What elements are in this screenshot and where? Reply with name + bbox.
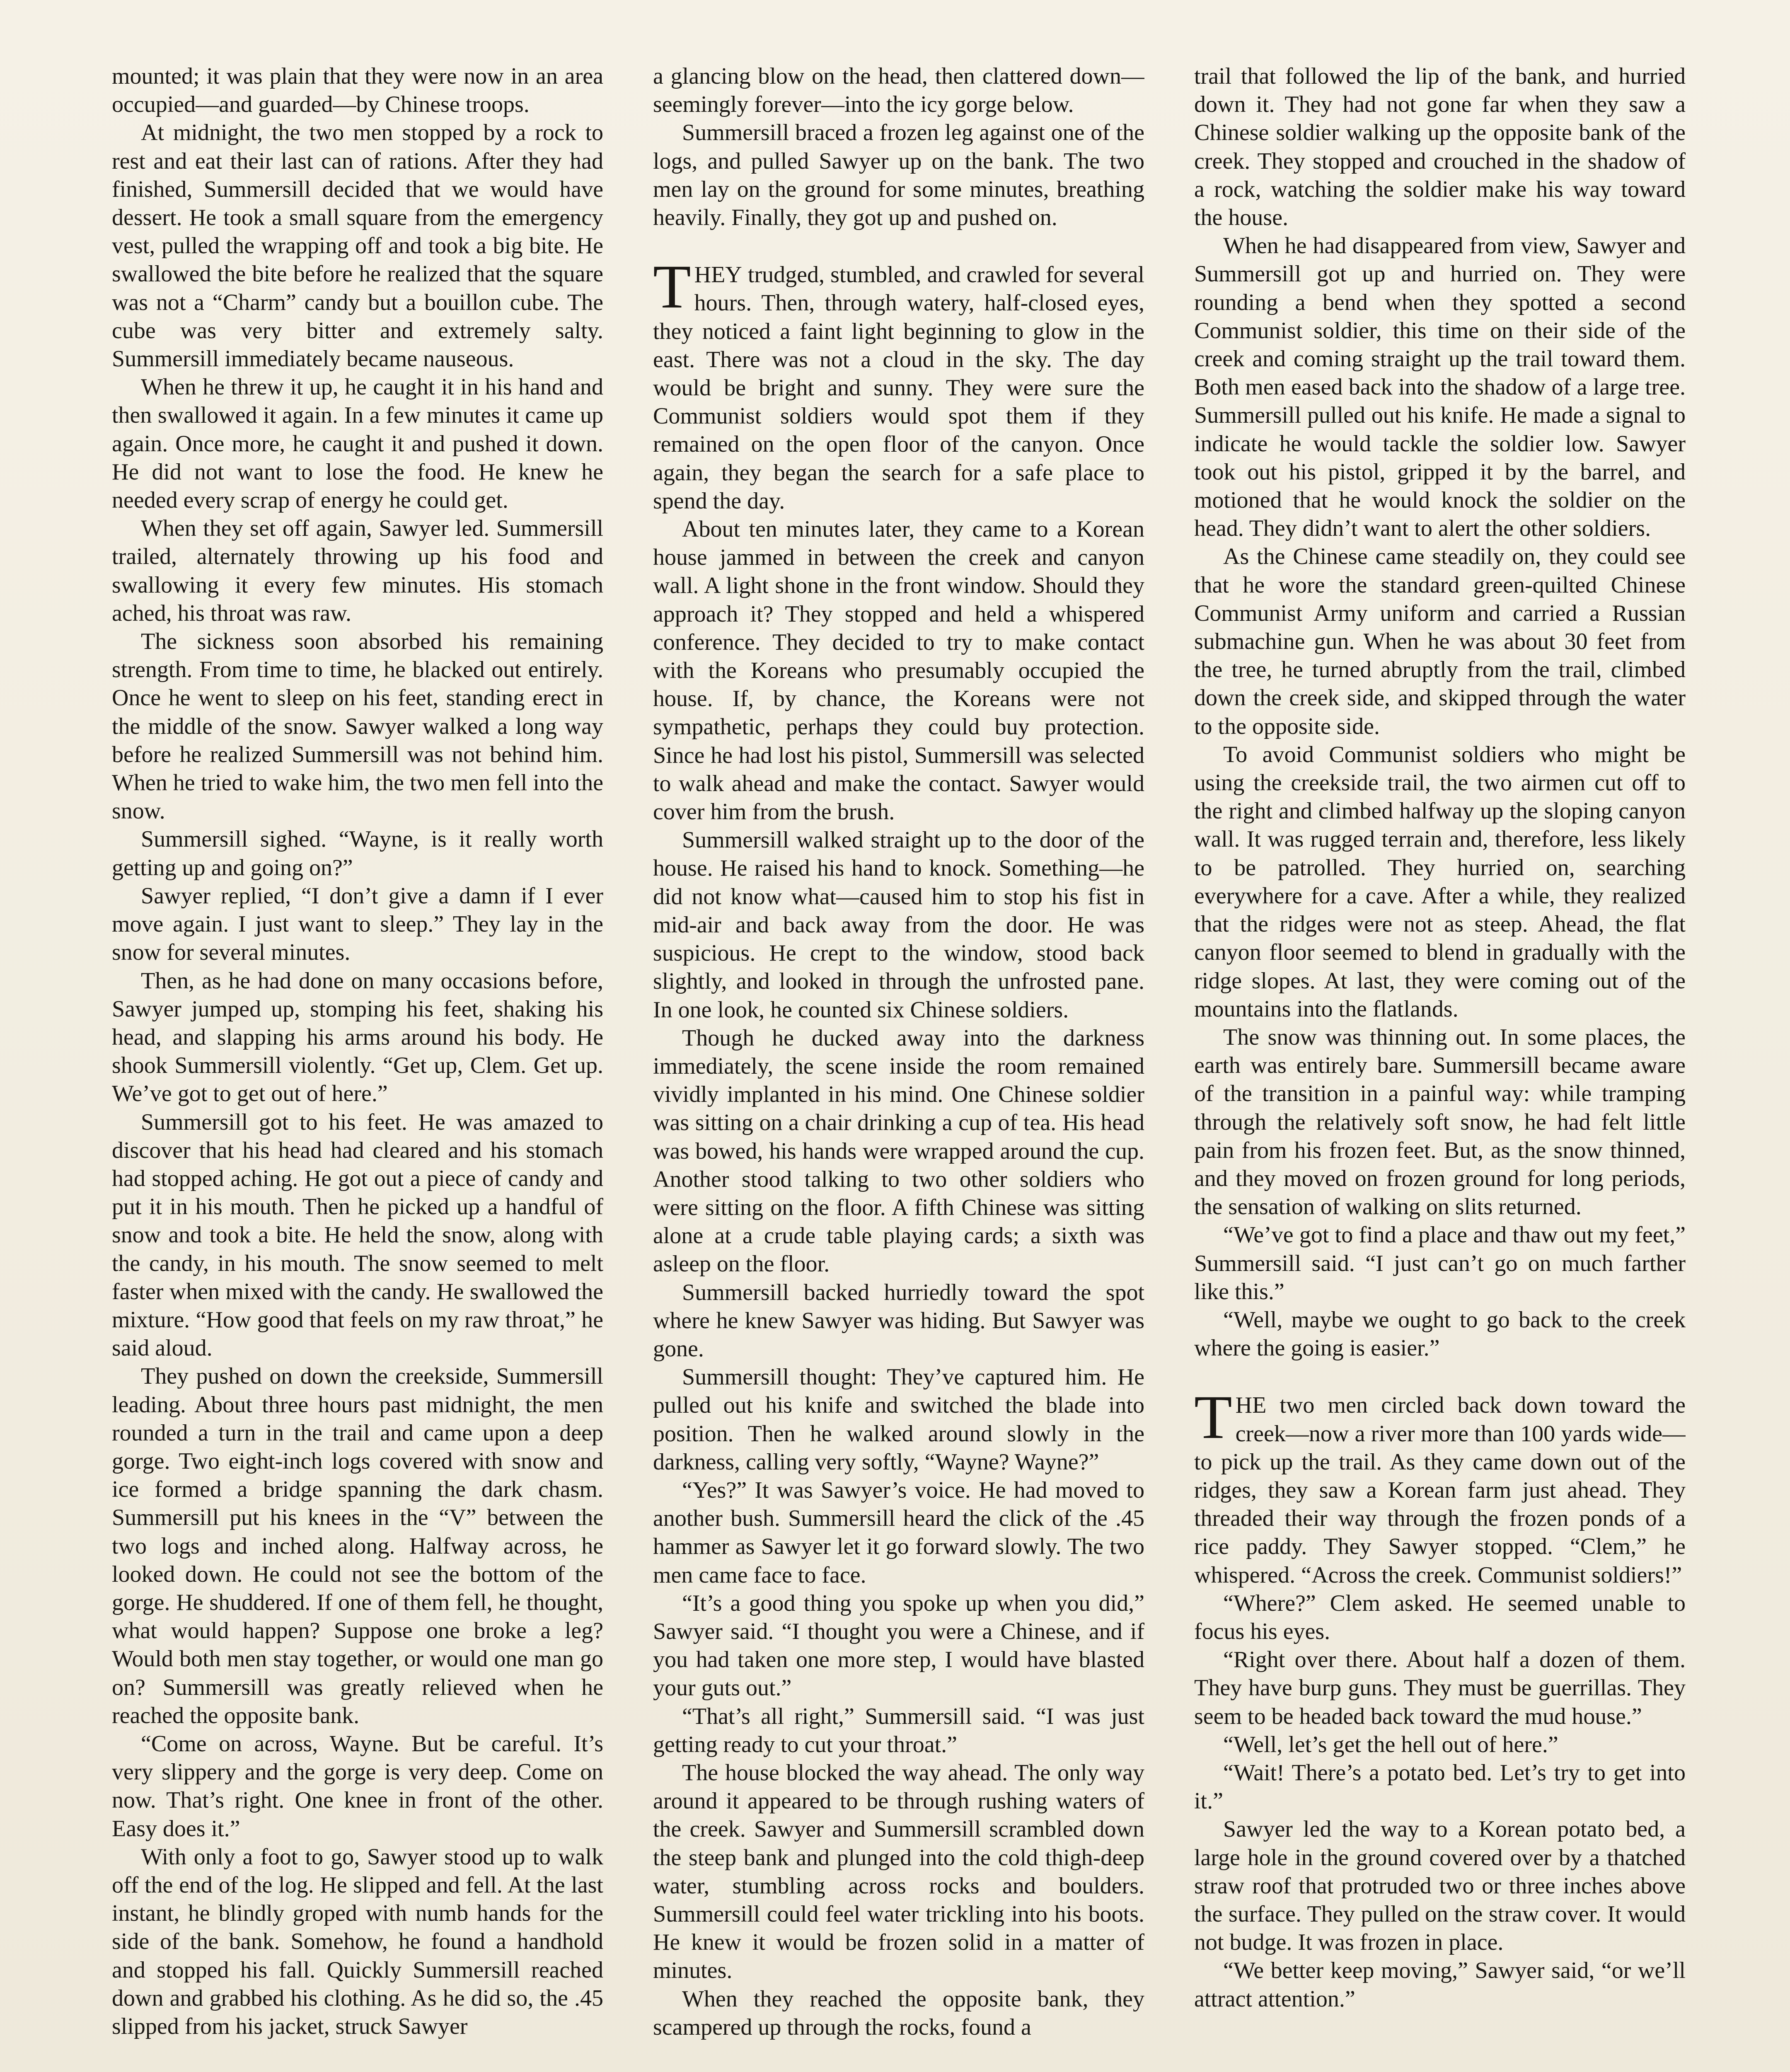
column-1 bbox=[112, 62, 603, 2072]
article-paragraph: Summersill thought: They’ve captured him. He pulled out his knife and switched the blade into position. Then he walked around slowly in the darkness, calling very softly, “Wayne? Wayne?” bbox=[653, 1364, 1144, 1475]
article-paragraph: “Well, maybe we ought to go back to the creek where the going is easier.” bbox=[1194, 1307, 1686, 1361]
column-2 bbox=[653, 62, 1144, 2072]
paragraph-text: two men circled back down toward the creek—now a river more than 100 yards wide—to pick up the trail. As they came down out of the ridges, they saw a Korean farm just ahead. They threaded their way through the frozen ponds of a rice paddy. They Sawyer stopped. “Clem,” he whispered. “Across the creek. Communist soldiers!” bbox=[1194, 1392, 1686, 1588]
article-paragraph: “Well, let’s get the hell out of here.” bbox=[1223, 1731, 1558, 1757]
article-paragraph: To avoid Communist soldiers who might be using the creekside trail, the two airmen cut off to the right and climbed halfway up the sloping canyon wall. It was rugged terrain and, therefore, less likely to be patrolled. They hurried on, searching everywhere for a cave. After a while, they realized that the ridges were not as steep. Ahead, the flat canyon floor seemed to blend in gradually with the ridge slopes. At last, they were coming out of the mountains into the flatlands. bbox=[1194, 741, 1686, 1022]
article-paragraph: Summersill got to his feet. He was amazed to discover that his head had cleared and his stomach had stopped aching. He got out a piece of candy and put it in his mouth. Then he picked up a handful of snow and took a bite. He held the snow, along with the candy, in his mouth. The snow seemed to melt faster when mixed with the candy. He swallowed the mixture. “How good that feels on my raw throat,” he said aloud. bbox=[112, 1109, 603, 1361]
article-paragraph: “We better keep moving,” Sawyer said, “or we’ll attract attention.” bbox=[1194, 1958, 1686, 2012]
article-paragraph: “Come on across, Wayne. But be careful. It’s very slippery and the gorge is very deep. Come on now. That’s right. One knee in front of the other. Easy does it.” bbox=[112, 1731, 603, 1842]
article-paragraph: As the Chinese came steadily on, they could see that he wore the standard green-quilted Chinese Communist Army uniform and carried a Russian submachine gun. When he was about 30 feet from the tree, he turned abruptly from the trail, climbed down the creek side, and skipped through the water to the opposite side. bbox=[1194, 544, 1686, 739]
article-paragraph: “We’ve got to find a place and thaw out my feet,” Summersill said. “I just can’t go on much farther like this.” bbox=[1194, 1222, 1686, 1305]
article-paragraph: a glancing blow on the head, then clattered down—seemingly forever—into the icy gorge below. bbox=[653, 63, 1144, 118]
article-paragraph: “It’s a good thing you spoke up when you did,” Sawyer said. “I thought you were a Chinese, and if you had taken one more step, I would have blasted your guts out.” bbox=[653, 1590, 1144, 1701]
column-3 bbox=[1194, 62, 1686, 2072]
article-paragraph bbox=[653, 252, 1144, 515]
drop-cap: T bbox=[1194, 1383, 1232, 1452]
text-columns bbox=[112, 62, 1686, 2072]
article-paragraph: Then, as he had done on many occasions before, Sawyer jumped up, stomping his feet, shaking his head, and slapping his arms around his body. He shook Summersill violently. “Get up, Clem. Get up. We’ve got to get out of here.” bbox=[112, 968, 603, 1107]
article-paragraph: mounted; it was plain that they were now in an area occupied—and guarded—by Chinese troops. bbox=[112, 63, 603, 118]
article-paragraph: Summersill backed hurriedly toward the spot where he knew Sawyer was hiding. But Sawyer was gone. bbox=[653, 1279, 1144, 1362]
article-paragraph: “Right over there. About half a dozen of them. They have burp guns. They must be guerrillas. They seem to be headed back toward the mud house.” bbox=[1194, 1647, 1686, 1729]
article-paragraph: Sawyer replied, “I don’t give a damn if I ever move again. I just want to sleep.” They lay in the snow for several minutes. bbox=[112, 883, 603, 966]
lead-in-smallcaps: HE bbox=[1235, 1392, 1267, 1418]
article-paragraph: When he had disappeared from view, Sawyer and Summersill got up and hurried on. They were rounding a bend when they spotted a second Communist soldier, this time on their side of the creek and coming straight up the trail toward them. Both men eased back into the shadow of a large tree. Summersill pulled out his knife. He made a signal to indicate he would tackle the soldier low. Sawyer took out his pistol, gripped it by the barrel, and motioned that he would knock the soldier on the head. They didn’t want to alert the other soldiers. bbox=[1194, 233, 1686, 542]
article-paragraph: Summersill braced a frozen leg against one of the logs, and pulled Sawyer up on the bank. The two men lay on the ground for some minutes, breathing heavily. Finally, they got up and pushed on. bbox=[653, 120, 1144, 231]
article-paragraph: When he threw it up, he caught it in his hand and then swallowed it again. In a few minutes it came up again. Once more, he caught it and pushed it down. He did not want to lose the food. He knew he needed every scrap of energy he could get. bbox=[112, 374, 603, 513]
article-paragraph: About ten minutes later, they came to a Korean house jammed in between the creek and canyon wall. A light shone in the front window. Should they approach it? They stopped and held a whispered conference. They decided to try to make contact with the Koreans who presumably occupied the house. If, by chance, the Koreans were not sympathetic, perhaps they could buy protection. Since he had lost his pistol, Summersill was selected to walk ahead and make the contact. Sawyer would cover him from the brush. bbox=[653, 516, 1144, 825]
article-paragraph: The snow was thinning out. In some places, the earth was entirely bare. Summersill became aware of the transition in a painful way: while tramping through the relatively soft snow, he had felt little pain from his frozen feet. But, as the snow thinned, and they moved on frozen ground for long periods, the sensation of walking on slits returned. bbox=[1194, 1024, 1686, 1220]
article-paragraph: When they set off again, Sawyer led. Summersill trailed, alternately throwing up his food and swallowing it every few minutes. His stomach ached, his throat was raw. bbox=[112, 516, 603, 626]
paragraph-text: trudged, stumbled, and crawled for several hours. Then, through watery, half-closed eyes, they noticed a faint light beginning to glow in the east. There was not a cloud in the sky. The day would be bright and sunny. They were sure the Communist soldiers would spot them if they remained on the open floor of the canyon. Once again, they began the search for a safe place to spend the day. bbox=[653, 262, 1144, 514]
article-paragraph: At midnight, the two men stopped by a rock to rest and eat their last can of rations. After they had finished, Summersill decided that we would have dessert. He took a small square from the emergency vest, pulled the wrapping off and took a big bite. He swallowed the bite before he realized that the square was not a “Charm” candy but a bouillon cube. The cube was very bitter and extremely salty. Summersill immediately became nauseous. bbox=[112, 120, 603, 372]
article-paragraph: With only a foot to go, Sawyer stood up to walk off the end of the log. He slipped and fell. At the last instant, he blindly groped with numb hands for the side of the bank. Somehow, he found a handhold and stopped his fall. Quickly Summersill reached down and grabbed his clothing. As he did so, the .45 slipped from his jacket, struck Sawyer bbox=[112, 1844, 603, 2040]
article-paragraph: “Yes?” It was Sawyer’s voice. He had moved to another bush. Summersill heard the click of the .45 hammer as Sawyer let it go forward slowly. The two men came face to face. bbox=[653, 1477, 1144, 1588]
drop-cap: T bbox=[653, 252, 691, 322]
article-paragraph: trail that followed the lip of the bank, and hurried down it. They had not gone far when they saw a Chinese soldier walking up the opposite bank of the creek. They stopped and crouched in the shadow of a rock, watching the soldier make his way toward the house. bbox=[1194, 63, 1686, 231]
article-paragraph: The sickness soon absorbed his remaining strength. From time to time, he blacked out entirely. Once he went to sleep on his feet, standing erect in the middle of the snow. Sawyer walked a long way before he realized Summersill was not behind him. When he tried to wake him, the two men fell into the snow. bbox=[112, 629, 603, 824]
article-paragraph: Summersill walked straight up to the door of the house. He raised his hand to knock. Something—he did not know what—caused him to stop his fist in mid-air and back away from the door. He was suspicious. He crept to the window, stood back slightly, and looked in through the unfrosted pane. In one look, he counted six Chinese soldiers. bbox=[653, 827, 1144, 1023]
article-paragraph: When they reached the opposite bank, they scampered up through the rocks, found a bbox=[653, 1986, 1144, 2040]
article-paragraph: “Wait! There’s a potato bed. Let’s try to get into it.” bbox=[1194, 1760, 1686, 1814]
article-paragraph: The house blocked the way ahead. The only way around it appeared to be through rushing waters of the creek. Sawyer and Summersill scrambled down the steep bank and plunged into the cold thigh-deep water, stumbling across rocks and boulders. Summersill could feel water trickling into his boots. He knew it would be frozen solid in a matter of minutes. bbox=[653, 1760, 1144, 1984]
lead-in-smallcaps: HEY bbox=[694, 262, 742, 288]
article-paragraph: Though he ducked away into the darkness immediately, the scene inside the room remained vividly implanted in his mind. One Chinese soldier was sitting on a chair drinking a cup of tea. His head was bowed, his hands were wrapped around the cup. Another stood talking to two other soldiers who were sitting on the floor. A fifth Chinese was sitting alone at a crude table playing cards; a sixth was asleep on the floor. bbox=[653, 1025, 1144, 1277]
article-paragraph bbox=[1194, 1383, 1686, 1589]
article-paragraph: They pushed on down the creekside, Summersill leading. About three hours past midnight, the men rounded a turn in the trail and came upon a deep gorge. Two eight-inch logs covered with snow and ice formed a bridge spanning the dark chasm. Summersill put his knees in the “V” between the two logs and inched along. Halfway across, he looked down. He could not see the bottom of the gorge. He shuddered. If one of them fell, he thought, what would happen? Suppose one broke a leg? Would both men stay together, or would one man go on? Summersill was greatly relieved when he reached the opposite bank. bbox=[112, 1363, 603, 1728]
article-paragraph: “That’s all right,” Summersill said. “I was just getting ready to cut your throat.” bbox=[653, 1703, 1144, 1757]
article-paragraph: Sawyer led the way to a Korean potato bed, a large hole in the ground covered over by a thatched straw roof that protruded two or three inches above the surface. They pulled on the straw cover. It would not budge. It was frozen in place. bbox=[1194, 1816, 1686, 1956]
article-paragraph: “Where?” Clem asked. He seemed unable to focus his eyes. bbox=[1194, 1590, 1686, 1644]
article-paragraph: Summersill sighed. “Wayne, is it really worth getting up and going on?” bbox=[112, 826, 603, 881]
